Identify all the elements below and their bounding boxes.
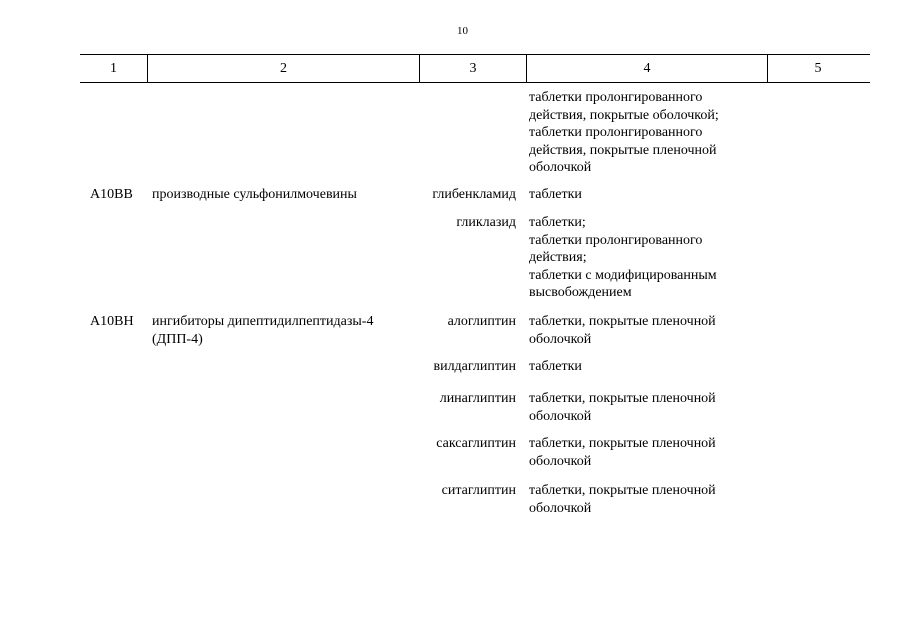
drug-name: вилдаглиптин xyxy=(433,359,516,374)
group-name: производные сульфонилмочевины xyxy=(152,187,357,202)
drug-name: глибенкламид xyxy=(432,187,516,202)
dosage-form: таблетки, покрытые пленочной оболочкой xyxy=(529,391,716,424)
dosage-form: таблетки; таблетки пролонгированного действия; таблетки с модифицированным высвобождением xyxy=(529,215,717,300)
drug-name: гликлазид xyxy=(456,215,516,230)
drug-name: алоглиптин xyxy=(447,314,516,329)
dosage-form: таблетки xyxy=(529,359,582,374)
column-header-3: 3 xyxy=(469,60,477,76)
drug-name: ситаглиптин xyxy=(441,483,516,498)
drug-name: саксаглиптин xyxy=(436,436,516,451)
page-number: 10 xyxy=(457,25,468,37)
group-name: ингибиторы дипептидилпептидазы-4 (ДПП-4) xyxy=(152,314,374,347)
drug-name: линаглиптин xyxy=(439,391,516,406)
atc-code: A10BH xyxy=(90,314,134,329)
atc-code: A10BB xyxy=(90,187,133,202)
dosage-form: таблетки, покрытые пленочной оболочкой xyxy=(529,436,716,469)
dosage-form: таблетки xyxy=(529,187,582,202)
dosage-form: таблетки, покрытые пленочной оболочкой xyxy=(529,314,716,347)
column-header-2: 2 xyxy=(148,55,420,82)
dosage-form: таблетки, покрытые пленочной оболочкой xyxy=(529,483,716,516)
column-header-1: 1 xyxy=(80,55,148,82)
column-header-5: 5 xyxy=(814,60,822,76)
dosage-form-continuation: таблетки пролонгированного действия, покрытые оболочкой; таблетки пролонгированного действия, покрытые пленочной оболочкой xyxy=(529,90,719,175)
table-header xyxy=(80,54,870,83)
column-header-4: 4 xyxy=(526,55,768,82)
